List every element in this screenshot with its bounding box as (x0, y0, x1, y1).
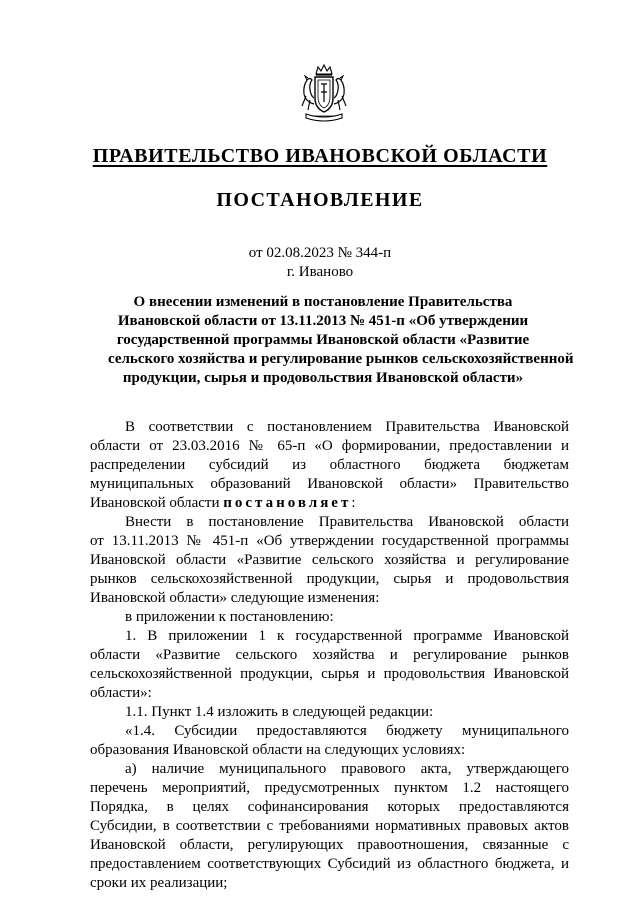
resolves-word: постановляет (223, 495, 352, 511)
document-date-number: от 02.08.2023 № 344-п (248, 245, 392, 261)
body-text-fragment: Ивановской области (90, 495, 224, 511)
body-line: в приложении к постановлению: (125, 609, 334, 625)
body-line: области от 23.03.2016 № 65-п «О формировании, предоставлении и (90, 438, 569, 454)
body-line: муниципальных образований Ивановской области» Правительство (90, 476, 569, 492)
body-line (90, 494, 569, 513)
subject-line: продукции, сырья и продовольствия Ивановской области» (122, 370, 524, 386)
body-line: а) наличие муниципального правового акта, утверждающего (125, 761, 569, 777)
body-line: от 13.11.2013 № 451-п «Об утверждении государственной программы (90, 533, 569, 549)
subject-line: Ивановской области от 13.11.2013 № 451-п «Об утверждении (117, 313, 529, 329)
body-line: Ивановской области «Развитие сельского хозяйства и регулирование (90, 552, 569, 568)
body-line: сроки их реализации; (90, 875, 228, 891)
body-line: Субсидии, в соответствии с требованиями нормативных правовых актов (90, 818, 569, 834)
body-line: рынков сельскохозяйственной продукции, сырья и продовольствия (90, 571, 569, 587)
subject-line: сельского хозяйства и регулирование рынков сельскохозяйственной (108, 351, 574, 367)
body-line: образования Ивановской области на следующих условиях: (90, 742, 466, 758)
body-line: Ивановской области, регулирующих правоотношения, связанные с (90, 837, 569, 853)
body-line: 1.1. Пункт 1.4 изложить в следующей редакции: (125, 704, 434, 720)
body-text-fragment: : (351, 495, 356, 511)
document-body (90, 418, 569, 893)
body-line: Ивановской области» следующие изменения: (90, 590, 380, 606)
body-line: распределении субсидий из областного бюджета бюджетам (90, 457, 569, 473)
body-line: Внести в постановление Правительства Ивановской области (125, 514, 569, 530)
body-line: предоставлением соответствующих Субсидий из областного бюджета, и (90, 856, 569, 872)
body-line: перечень мероприятий, предусмотренных пунктом 1.2 настоящего (90, 780, 569, 796)
body-line: сельскохозяйственной продукции, сырья и продовольствия Ивановской (90, 666, 569, 682)
body-line: 1. В приложении 1 к государственной программе Ивановской (125, 628, 569, 644)
body-line: В соответствии с постановлением Правительства Ивановской (125, 419, 569, 435)
document-city: г. Иваново (286, 264, 354, 280)
government-title: ПРАВИТЕЛЬСТВО ИВАНОВСКОЙ ОБЛАСТИ (92, 145, 548, 167)
ivanovo-coat-of-arms-icon (292, 62, 356, 126)
body-line: Порядка, в целях софинансирования которых предоставляются (90, 799, 569, 815)
subject-line: О внесении изменений в постановление Правительства (133, 294, 513, 310)
subject-line: государственной программы Ивановской области «Развитие (116, 332, 530, 348)
document-subject (108, 293, 574, 388)
body-line: области «Развитие сельского хозяйства и регулирование рынков (90, 647, 569, 663)
body-line: области»: (90, 685, 152, 701)
body-line: «1.4. Субсидии предоставляются бюджету муниципального (125, 723, 569, 739)
document-type-title: ПОСТАНОВЛЕНИЕ (216, 189, 424, 211)
